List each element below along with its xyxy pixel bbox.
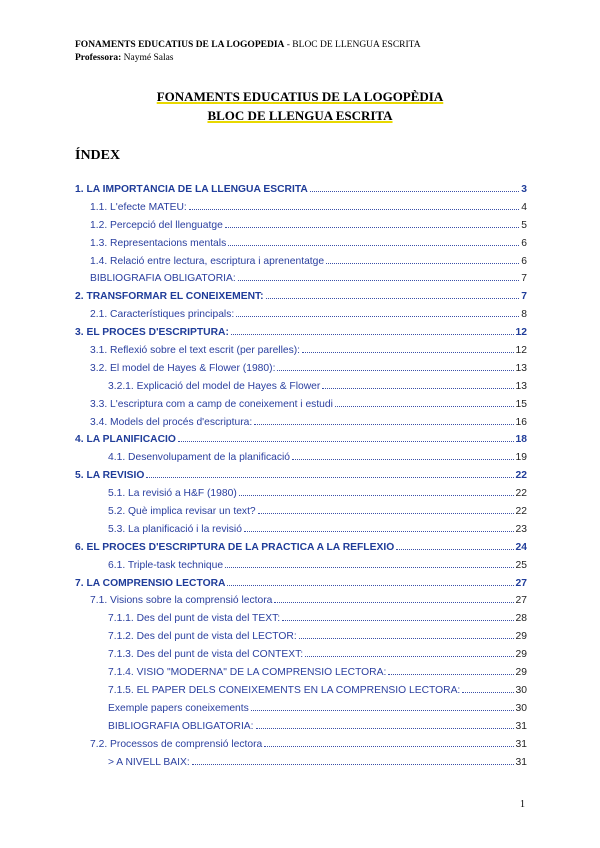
page-number: 1 xyxy=(520,799,525,810)
toc-entry[interactable]: 3.1. Reflexió sobre el text escrit (per parelles): 12 xyxy=(90,345,527,357)
toc-entry[interactable]: 5.2. Què implica revisar un text? 22 xyxy=(108,506,527,518)
toc-entry[interactable]: 7.1.1. Des del punt de vista del TEXT: 28 xyxy=(108,613,527,625)
toc-entry[interactable]: 7.1.3. Des del punt de vista del CONTEXT: 29 xyxy=(108,649,527,661)
toc-entry[interactable]: BIBLIOGRAFIA OBLIGATORIA: 31 xyxy=(108,720,527,732)
toc-entry[interactable]: 2. TRANSFORMAR EL CONEIXEMENT: 7 xyxy=(75,291,527,303)
toc-entry[interactable]: 3.2.1. Explicació del model de Hayes & Flower 13 xyxy=(108,380,527,392)
running-header xyxy=(75,39,421,65)
toc-entry[interactable]: 7.1.5. EL PAPER DELS CONEIXEMENTS EN LA COMPRENSIÓ LECTORA: 30 xyxy=(108,684,527,696)
toc-entry[interactable]: 7.2. Processos de comprensió lectora 31 xyxy=(90,738,527,750)
toc-entry[interactable]: 3.4. Models del procés d'escriptura: 16 xyxy=(90,416,527,428)
toc-entry[interactable]: BIBLIOGRAFIA OBLIGATÒRIA: 7 xyxy=(90,273,527,285)
toc-entry[interactable]: 3. EL PROCÉS D'ESCRIPTURA: 12 xyxy=(75,327,527,339)
header-course-subtitle: - BLOC DE LLENGUA ESCRITA xyxy=(284,40,421,50)
toc-entry[interactable]: 2.1. Característiques principals: 8 xyxy=(90,309,527,321)
toc-entry[interactable]: 5.1. La revisió a H&F (1980) 22 xyxy=(108,488,527,500)
header-course-title: FONAMENTS EDUCATIUS DE LA LOGOPEDIA xyxy=(75,40,285,50)
toc-entry[interactable]: 7.1.2. Des del punt de vista del LECTOR: 29 xyxy=(108,631,527,643)
toc-entry[interactable]: 3.3. L'escriptura com a camp de coneixement i estudi 15 xyxy=(90,398,527,410)
toc-entry[interactable]: 4.1. Desenvolupament de la planificació 19 xyxy=(108,452,527,464)
toc-entry[interactable]: 7.1. Visions sobre la comprensió lectora 27 xyxy=(90,595,527,607)
toc-entry[interactable]: 3.2. El model de Hayes & Flower (1980): 13 xyxy=(90,362,527,374)
toc-entry[interactable]: 7.1.4. VISIÓ "MODERNA" DE LA COMPRENSIÓ LECTORA: 29 xyxy=(108,667,527,679)
header-teacher-name: Naymé Salas xyxy=(121,53,174,63)
toc-entry[interactable]: 1.4. Relació entre lectura, escriptura i aprenentatge 6 xyxy=(90,255,527,267)
toc-entry[interactable]: 6. EL PROCÉS D'ESCRIPTURA DE LA PRÀCTICA A LA REFLEXIÓ 24 xyxy=(75,541,527,553)
toc-entry[interactable]: 1.3. Representacions mentals 6 xyxy=(90,237,527,249)
document-title-line1: FONAMENTS EDUCATIUS DE LA LOGOPÈDIA xyxy=(156,89,444,104)
toc-entry[interactable]: > A NIVELL BAIX: 31 xyxy=(108,756,527,768)
toc-entry[interactable]: Exemple papers coneixements 30 xyxy=(108,702,527,714)
document-title-line2: BLOC DE LLENGUA ESCRITA xyxy=(207,108,393,123)
table-of-contents xyxy=(75,184,527,774)
toc-entry[interactable]: 4. LA PLANIFICACIÓ 18 xyxy=(75,434,527,446)
toc-entry[interactable]: 5.3. La planificació i la revisió 23 xyxy=(108,523,527,535)
header-teacher-label: Professora: xyxy=(75,53,122,63)
toc-entry[interactable]: 5. LA REVISIÓ 22 xyxy=(75,470,527,482)
toc-entry[interactable]: 1.2. Percepció del llenguatge 5 xyxy=(90,219,527,231)
index-heading: ÍNDEX xyxy=(75,148,121,163)
toc-entry[interactable]: 1. LA IMPORTÀNCIA DE LA LLENGUA ESCRITA 3 xyxy=(75,184,527,195)
toc-entry[interactable]: 7. LA COMPRENSIÓ LECTORA 27 xyxy=(75,577,527,589)
toc-entry[interactable]: 1.1. L'efecte MATEU: 4 xyxy=(90,201,527,213)
toc-entry[interactable]: 6.1. Triple-task technique 25 xyxy=(108,559,527,571)
